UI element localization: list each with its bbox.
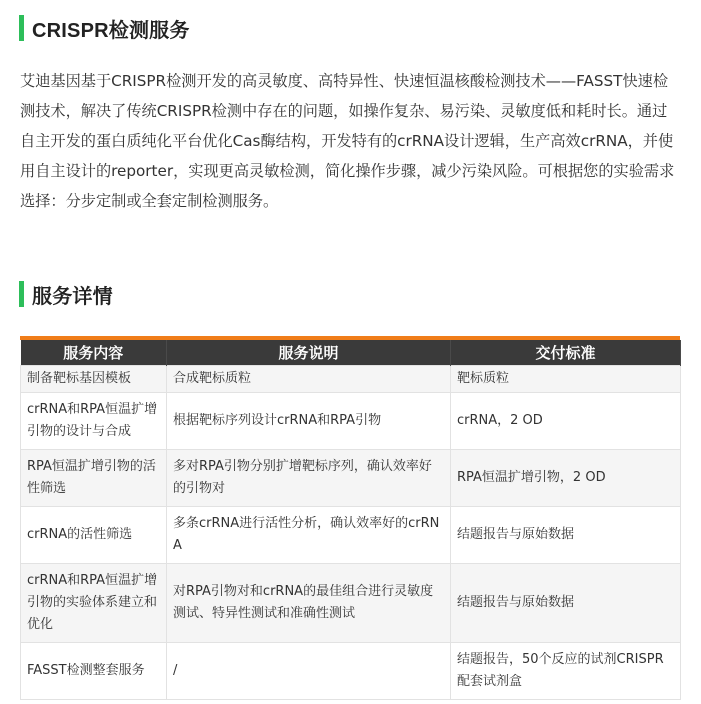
header-delivery-standard: 交付标准 [451,340,681,366]
cell-service-description: 多对RPA引物分别扩增靶标序列，确认效率好的引物对 [167,450,451,507]
header-service-content: 服务内容 [21,340,167,366]
cell-service-description: / [167,643,451,700]
cell-delivery-standard: 结题报告与原始数据 [451,507,681,564]
table-row [21,507,681,564]
cell-service-description: 根据靶标序列设计crRNA和RPA引物 [167,393,451,450]
table-row [21,450,681,507]
cell-service-content: crRNA和RPA恒温扩增引物的实验体系建立和优化 [21,564,167,643]
table-row [21,643,681,700]
table-row [21,366,681,393]
cell-delivery-standard: 靶标质粒 [451,366,681,393]
section-heading-service-details [19,281,113,307]
service-table [20,340,681,700]
cell-service-content: crRNA的活性筛选 [21,507,167,564]
heading-accent-bar [19,15,24,41]
cell-service-content: RPA恒温扩增引物的活性筛选 [21,450,167,507]
service-table-container [20,336,680,700]
cell-service-description: 多条crRNA进行活性分析，确认效率好的crRNA [167,507,451,564]
cell-delivery-standard: crRNA，2 OD [451,393,681,450]
section-title: 服务详情 [32,285,113,308]
heading-accent-bar [19,281,24,307]
cell-service-content: FASST检测整套服务 [21,643,167,700]
cell-delivery-standard: 结题报告与原始数据 [451,564,681,643]
table-row [21,393,681,450]
cell-service-description: 合成靶标质粒 [167,366,451,393]
cell-service-content: crRNA和RPA恒温扩增引物的设计与合成 [21,393,167,450]
section-heading-crispr [19,15,190,41]
cell-service-description: 对RPA引物对和crRNA的最佳组合进行灵敏度测试、特异性测试和准确性测试 [167,564,451,643]
header-service-description: 服务说明 [167,340,451,366]
table-row [21,564,681,643]
cell-service-content: 制备靶标基因模板 [21,366,167,393]
intro-paragraph: 艾迪基因基于CRISPR检测开发的高灵敏度、高特异性、快速恒温核酸检测技术——FASST快速检测技术，解决了传统CRISPR检测中存在的问题，如操作复杂、易污染、灵敏度低和耗时长。通过自主开发的蛋白质纯化平台优化Cas酶结构，开发特有的crRNA设计逻辑，生产高效crRNA，并使用自主设计的reporter，实现更高灵敏检测，简化操作步骤，减少污染风险。可根据您的实验需求选择：分步定制或全套定制检测服务。 [20,72,675,210]
table-header-row [21,340,681,366]
cell-delivery-standard: 结题报告，50个反应的试剂CRISPR配套试剂盒 [451,643,681,700]
section-title: CRISPR检测服务 [32,19,190,42]
cell-delivery-standard: RPA恒温扩增引物，2 OD [451,450,681,507]
